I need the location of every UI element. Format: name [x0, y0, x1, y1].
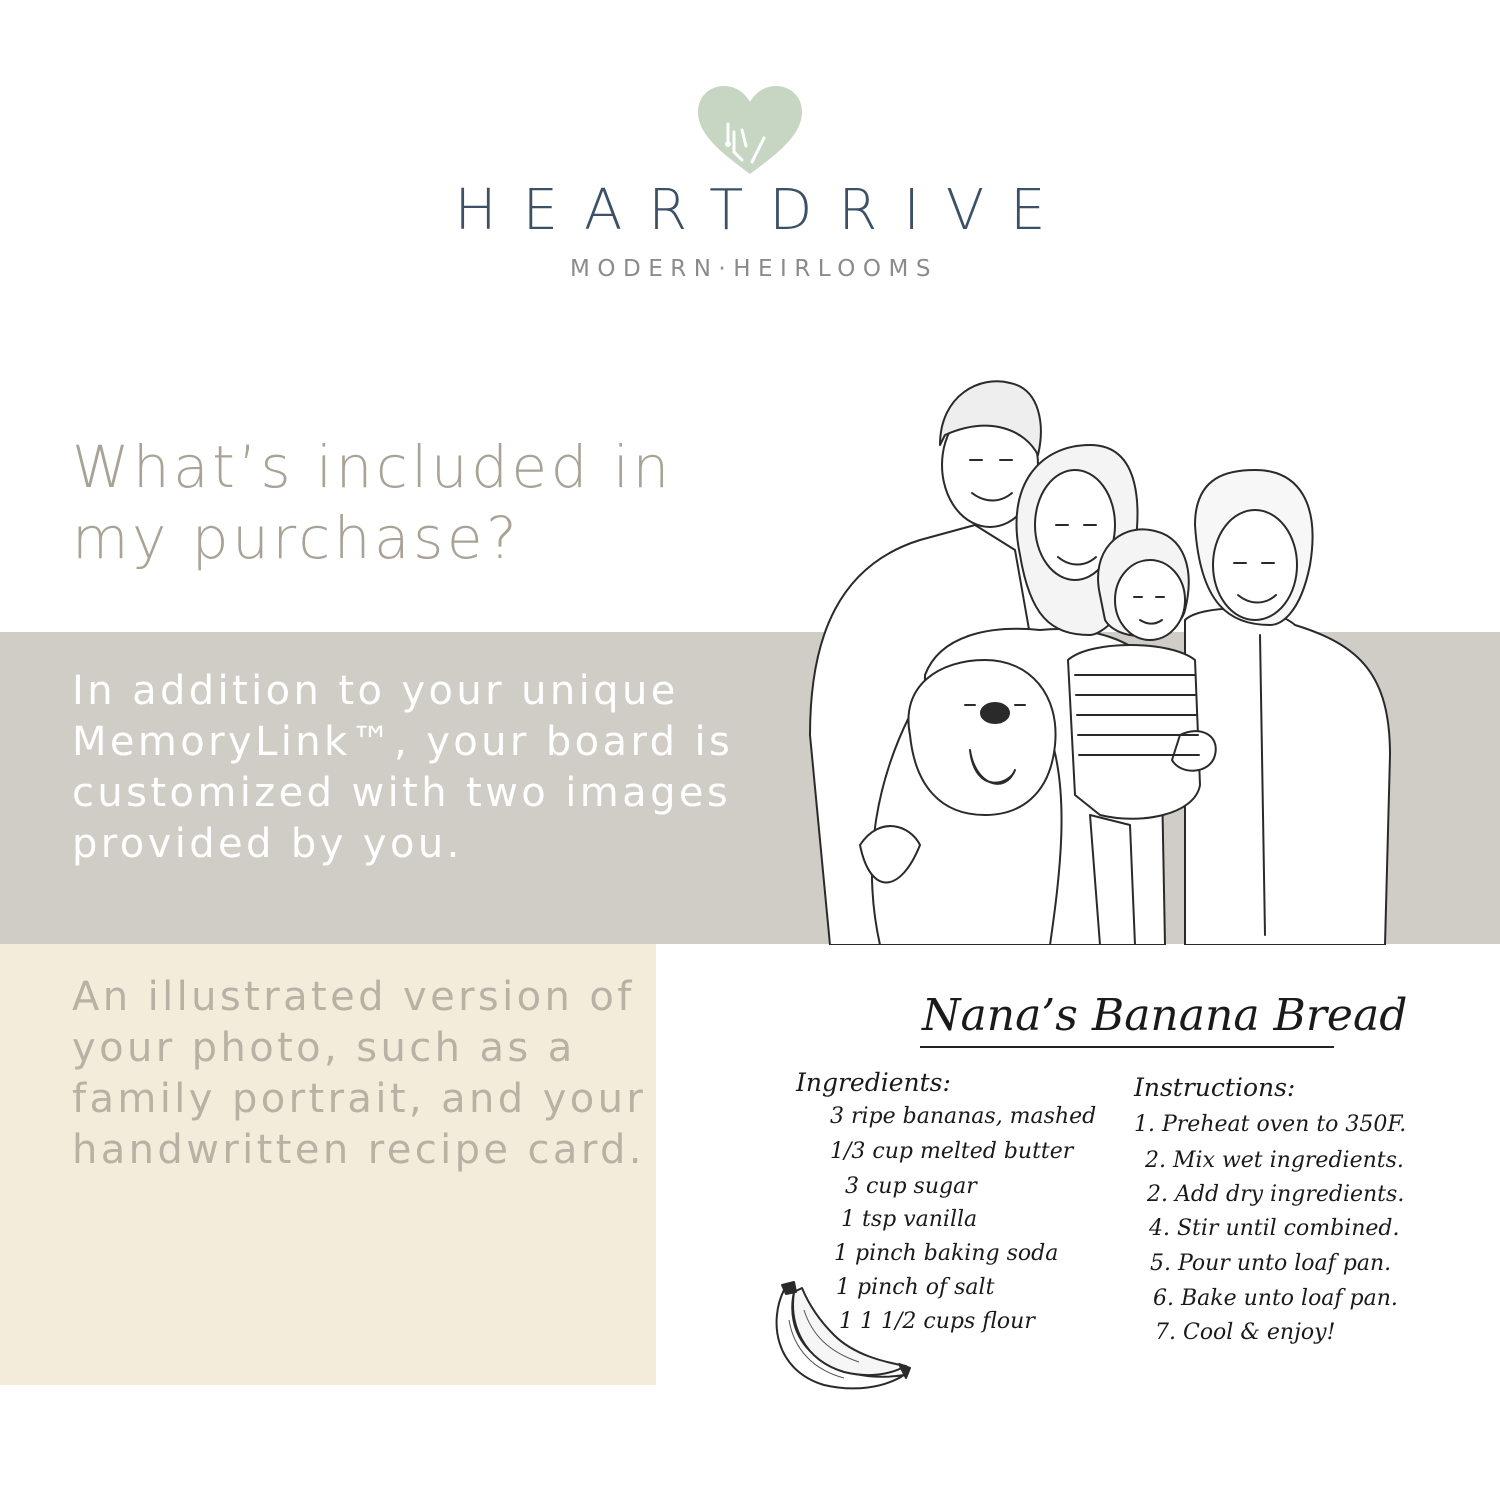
instruction-step: 2. Mix wet ingredients.	[1145, 1148, 1404, 1173]
ingredient-item: 1 1 1/2 cups flour	[839, 1309, 1035, 1334]
brand-name: HEARTDRIVE	[454, 178, 1072, 243]
ingredient-item: 1/3 cup melted butter	[830, 1139, 1074, 1164]
ingredient-item: 3 ripe bananas, mashed	[830, 1104, 1097, 1129]
ingredients-heading: Ingredients:	[796, 1068, 951, 1097]
ingredient-item: 1 pinch baking soda	[834, 1241, 1059, 1266]
page-title: What’s included in my purchase?	[72, 433, 673, 572]
heart-icon	[690, 82, 810, 182]
illustration-note-text: An illustrated version of your photo, such as a family portrait, and your handwritten recipe card.	[72, 974, 647, 1173]
instruction-step: 5. Pour unto loaf pan.	[1150, 1251, 1392, 1276]
family-portrait-illustration	[800, 375, 1400, 945]
instruction-step: 1. Preheat oven to 350F.	[1134, 1112, 1407, 1137]
instruction-step: 4. Stir until combined.	[1149, 1216, 1400, 1241]
recipe-title: Nana’s Banana Bread	[922, 990, 1408, 1041]
instruction-step: 7. Cool & enjoy!	[1155, 1320, 1336, 1345]
instruction-step: 6. Bake unto loaf pan.	[1153, 1286, 1398, 1311]
ingredient-item: 1 tsp vanilla	[841, 1207, 978, 1232]
ingredient-item: 3 cup sugar	[845, 1174, 977, 1199]
instructions-heading: Instructions:	[1134, 1073, 1296, 1102]
ingredient-item: 1 pinch of salt	[836, 1275, 995, 1300]
brand-tagline: MODERN·HEIRLOOMS	[570, 256, 938, 282]
recipe-title-underline	[920, 1046, 1334, 1048]
banana-icon	[764, 1280, 914, 1400]
description-text: In addition to your unique MemoryLink™, your board is customized with two images provided by you.	[72, 668, 734, 867]
instruction-step: 2. Add dry ingredients.	[1147, 1182, 1405, 1207]
